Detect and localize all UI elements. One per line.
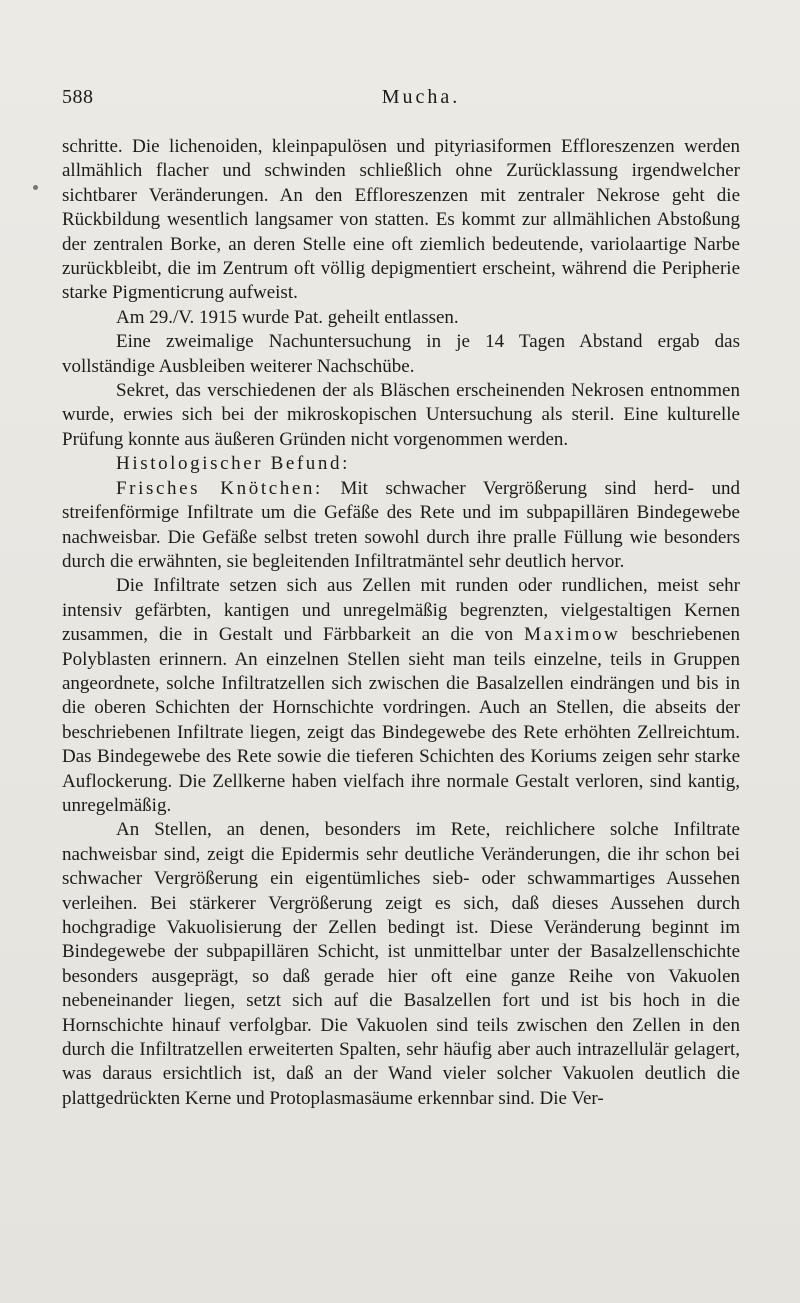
section-heading [62,452,740,476]
paragraph-discharge: Am 29./V. 1915 wurde Pat. geheilt entlassen. [116,306,459,328]
author-name-maximow: Maximow [524,624,621,646]
section-heading-text: Histologischer Befund: [116,453,350,475]
margin-dot [33,185,38,190]
running-head: Mucha. [381,86,461,108]
paragraph-secretion: Sekret, das verschiedenen der als Bläschen erscheinenden Nekrosen entnommen wurde, erwies sich bei der mikroskopischen Untersuchung als steril. Eine kulturelle Prüfung konnte aus äußeren Gründen nicht vorgenommen werden. [62,380,740,450]
paragraph-follow-up: Eine zweimalige Nachuntersuchung in je 14 Tagen Abstand ergab das vollständige Ausbleiben weiterer Nachschübe. [62,331,740,377]
page-header [62,86,740,116]
paragraph-infiltrates: Die Infiltrate setzen sich aus Zellen mit runden oder rundlichen, meist sehr intensiv gefärbten, kantigen und unregelmäßig begrenzten, vielgestaltigen Kernen zusammen, die in Gestalt und Färbbarkeit an die von Maximow beschriebenen Polyblasten erinnern. An einzelnen Stellen sieht man teils einzelne, teils in Gruppen angeordnete, solche Infiltratzellen sich zwischen die Basalzellen eindrängen und bis in die oberen Schichten der Hornschichte vordringen. Auch an Stellen, die abseits der beschriebenen Infiltrate liegen, zeigt das Bindegewebe des Rete erhöhten Zellreichtum. Das Bindegewebe des Rete sowie die tieferen Schichten des Koriums zeigen sehr starke Auflockerung. Die Zellkerne haben vielfach ihre normale Gestalt verloren, sind kantig, unregelmäßig. [62,575,740,816]
subheading-fresh-nodule: Frisches Knötchen: [116,477,323,499]
body-text [62,135,740,1111]
paragraph-epidermis: An Stellen, an denen, besonders im Rete, reichlichere solche Infiltrate nachweisbar sind, zeigt die Epidermis sehr deutliche Veränderungen, die ihr schon bei schwacher Vergrößerung ein eigentümliches sieb- oder schwammartiges Aussehen verleihen. Bei stärkerer Vergrößerung zeigt es sich, daß dieses Aussehen durch hochgradige Vakuolisierung der Zellen bedingt ist. Diese Veränderung beginnt im Bindegewebe der subpapillären Schicht, ist unmittelbar unter der Basalzellenschichte besonders ausgeprägt, so daß gerade hier oft eine ganze Reihe von Vakuolen nebeneinander liegen, setzt sich auf die Basalzellen fort und ist bis hoch in die Hornschichte hinauf verfolgbar. Die Vakuolen sind teils zwischen den Zellen in den durch die Infiltratzellen erweiterten Spalten, sehr häufig aber auch intrazellulär gelagert, was daraus ersichtlich ist, daß an der Wand vieler solcher Vakuolen deutlich die plattgedrückten Kerne und Protoplasmasäume erkennbar sind. Die Ver- [62,819,740,1109]
paragraph-fresh-nodule: Frisches Knötchen: Mit schwacher Vergrößerung sind herd- und streifenförmige Infiltrate um die Gefäße des Rete und im subpapillären Bindegewebe nachweisbar. Die Gefäße selbst treten sowohl durch ihre pralle Füllung wie besonders durch die erwähnten, sie begleitenden Infiltratmäntel sehr deutlich hervor. [62,477,740,572]
paragraph-continuation: schritte. Die lichenoiden, kleinpapulösen und pityriasiformen Effloreszenzen werden allmählich flacher und schwinden schließlich ohne Zurücklassung irgendwelcher sichtbarer Veränderungen. An den Effloreszenzen mit zentraler Nekrose geht die Rückbildung wesentlich langsamer von statten. Es kommt zur allmählichen Abstoßung der zentralen Borke, an deren Stelle eine oft ziemlich bedeutende, variolaartige Narbe zurückbleibt, die im Zentrum oft völlig depigmentiert erscheint, während die Peripherie starke Pigmenticrung aufweist. [62,136,740,304]
page-number: 588 [62,86,94,108]
